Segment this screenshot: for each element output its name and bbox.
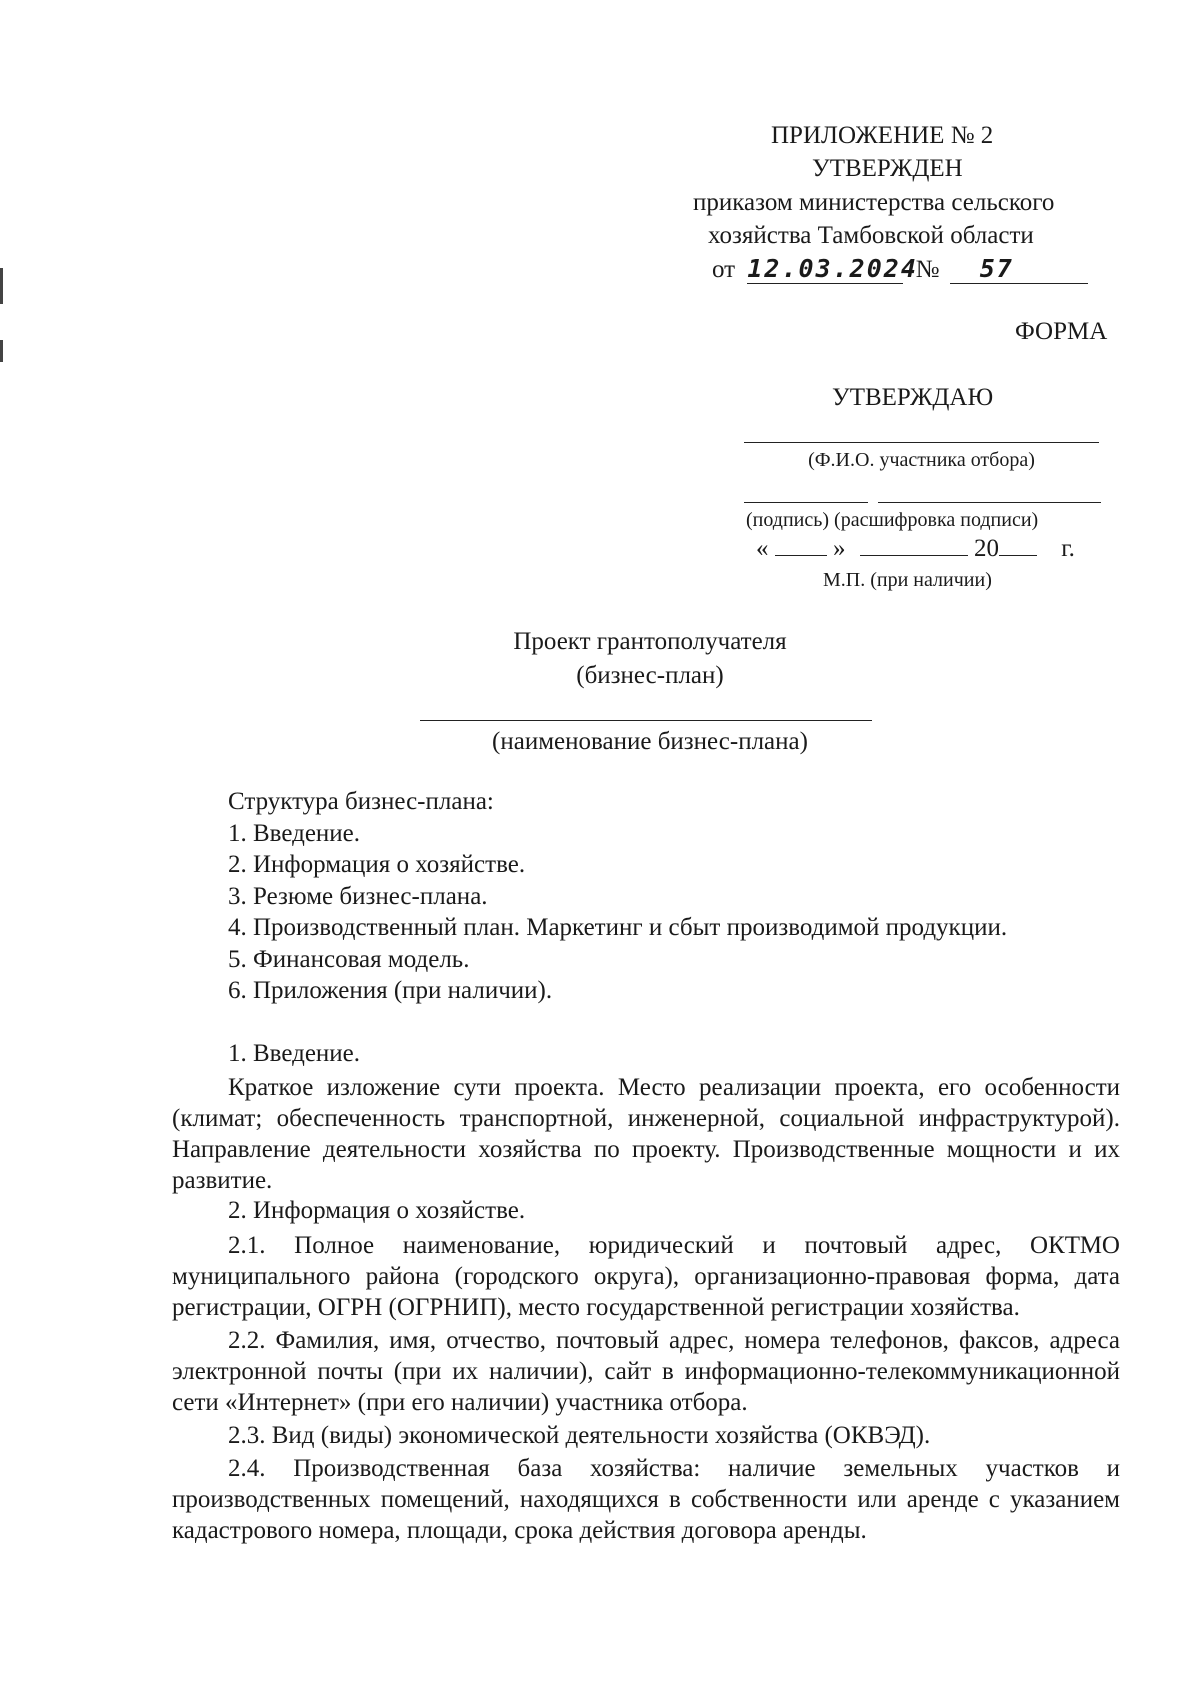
signature-line [744,502,868,503]
year-prefix: 20 [974,535,999,562]
scan-edge-mark [0,340,3,362]
day-blank [775,535,827,556]
intro-text: Краткое изложение сути проекта. Место реализации проекта, его особенности (климат; обеспеченность транспортной, инженерной, социальной инфраструктурой). Направление деятельности хозяйства по проекту. Производственные мощности и их развитие. [172,1074,1120,1194]
list-item: 2. Информация о хозяйстве. [228,851,526,878]
structure-heading: Структура бизнес-плана: [228,788,494,815]
fio-caption: (Ф.И.О. участника отбора) [808,449,1035,471]
appendix-number: ПРИЛОЖЕНИЕ № 2 [771,122,994,149]
list-item: 4. Производственный план. Маркетинг и сбыт производимой продукции. [228,914,1008,941]
paragraph-2-1: 2.1. Полное наименование, юридический и почтовый адрес, ОКТМО муниципального района (городского округа), организационно-правовая форма, дата регистрации, ОГРН (ОГРНИП), место государственной регистрации хозяйства. [172,1232,1120,1321]
list-item: 5. Финансовая модель. [228,945,470,973]
list-item: 6. Приложения (при наличии). [228,977,553,1004]
paragraph-2-3: 2.3. Вид (виды) экономической деятельности хозяйства (ОКВЭД). [228,1422,931,1449]
structure-list [228,786,1007,1007]
fio-line [744,442,1099,443]
order-date-row [712,254,1088,284]
intro-heading: 1. Введение. [228,1040,361,1067]
project-title-line-1: Проект грантополучателя [513,628,787,655]
paragraph-2-4: 2.4. Производственная база хозяйства: наличие земельных участков и производственных помещений, находящихся в собственности или аренде с указанием кадастрового номера, площади, срока действия договора аренды. [172,1455,1120,1544]
plan-name-caption: (наименование бизнес-плана) [492,728,808,755]
number-label: № [915,256,940,283]
info-paragraphs [172,1230,1120,1546]
approval-date-row [756,535,1075,563]
form-label: ФОРМА [1015,318,1108,345]
order-line-1: приказом министерства сельского [693,189,1055,216]
project-title-line-2: (бизнес-план) [576,662,724,689]
approval-title: УТВЕРЖДАЮ [832,384,994,411]
plan-name-line [420,720,872,721]
from-label: от [712,256,736,283]
order-number: 57 [950,254,1088,284]
scan-edge-mark [0,268,3,304]
order-date: 12.03.2024 [747,254,918,283]
order-line-2: хозяйства Тамбовской области [708,222,1034,249]
year-blank [999,535,1037,556]
signature-caption: (подпись) (расшифровка подписи) [746,509,1039,531]
stamp-caption: М.П. (при наличии) [823,569,992,591]
paragraph-2-2: 2.2. Фамилия, имя, отчество, почтовый адрес, номера телефонов, факсов, адреса электронной почты (при их наличии), сайт в информационно-телекоммуникационной сети «Интернет» (при его наличии) участника отбора. [172,1327,1120,1416]
quote-open: « [756,535,769,562]
year-suffix: г. [1061,535,1075,562]
info-heading: 2. Информация о хозяйстве. [228,1197,526,1224]
signature-decoding-line [878,502,1101,503]
month-blank [860,535,968,556]
list-item: 3. Резюме бизнес-плана. [228,882,488,910]
list-item: 1. Введение. [228,819,361,847]
approved-title: УТВЕРЖДЕН [812,155,963,182]
intro-paragraph [172,1072,1120,1196]
quote-close: » [833,535,846,562]
